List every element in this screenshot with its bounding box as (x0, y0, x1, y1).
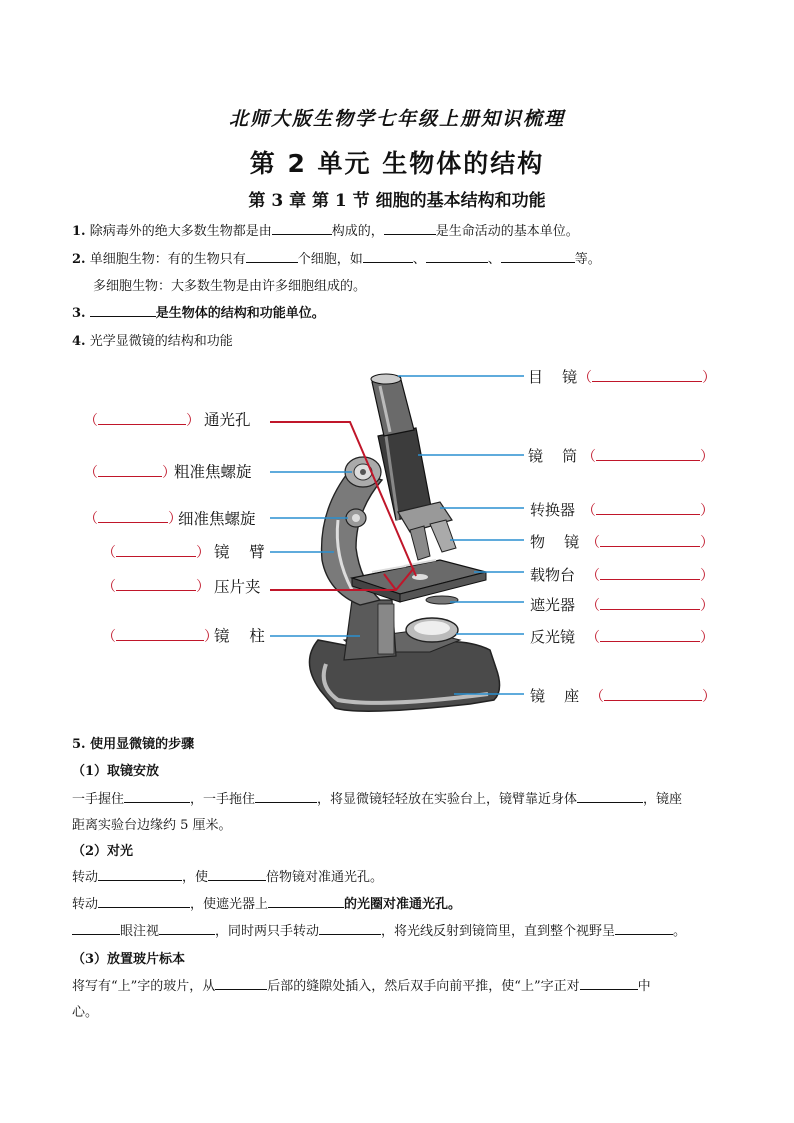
doc-title: 北师大版生物学七年级上册知识梳理 (228, 108, 565, 130)
left-blank-arm[interactable]: （ ） (102, 545, 210, 561)
label-through-hole: 通光孔 (204, 411, 251, 429)
label-eyepiece: 目 镜 (528, 368, 578, 386)
s3l1-b: 后部的缝隙处插入，然后双手向前平推，使“上”字正对 (267, 979, 580, 994)
right-blank-eyepiece[interactable]: （ ） (578, 370, 716, 386)
step-1-title: （1）取镜安放 (72, 764, 160, 779)
q2-text-c: 、 (412, 252, 426, 267)
step-2-line-1 (72, 866, 383, 885)
right-blank-mirror[interactable]: （ ） (586, 630, 714, 646)
s2l2-a: 转动 (72, 897, 99, 912)
diaphragm (426, 596, 458, 604)
s3l1-c: 中 (637, 979, 651, 994)
left-blank-pillar[interactable]: （ ） (102, 629, 218, 645)
s2-blank-6[interactable] (159, 922, 215, 935)
q4-text-a: 光学显微镜的结构和功能 (89, 334, 233, 349)
s2-blank-2[interactable] (208, 868, 266, 881)
label-nosepiece: 转换器 (530, 501, 576, 519)
fine-focus-knob (346, 509, 366, 527)
q1-num: 1. (72, 224, 86, 239)
step-1-line-1 (72, 788, 682, 807)
section-title: 第 3 章 第 1 节 细胞的基本结构和功能 (248, 191, 546, 211)
step-3-line-1 (72, 975, 651, 994)
q4-num: 4. (72, 334, 86, 349)
s1l1-a: 一手握住 (72, 792, 125, 807)
right-blank-objective[interactable]: （ ） (586, 535, 714, 551)
unit-title: 第 2 单元 生物体的结构 (249, 149, 545, 178)
s2l1-c: 倍物镜对准通光孔。 (266, 870, 384, 885)
left-blank-stage-clip[interactable]: （ ） (102, 579, 210, 595)
label-stage-clip: 压片夹 (214, 578, 261, 596)
label-mirror: 反光镜 (530, 628, 576, 646)
s1-blank-2[interactable] (255, 790, 317, 803)
s2l3-b: ，同时两只手转动 (215, 924, 320, 939)
s2l1-a: 转动 (72, 870, 99, 885)
s1-blank-3[interactable] (577, 790, 643, 803)
s2-blank-8[interactable] (615, 922, 673, 935)
label-stage: 载物台 (530, 566, 576, 584)
q2-text-d: 、 (487, 252, 501, 267)
label-coarse-focus: 粗准焦螺旋 (174, 463, 252, 481)
label-base: 镜 座 (530, 687, 580, 705)
s2l3-a: 眼注视 (120, 924, 160, 939)
step-2-line-3 (72, 920, 686, 939)
left-blank-fine-focus[interactable]: （ ） (84, 511, 182, 527)
step-2-title: （2）对光 (72, 844, 134, 859)
q1-text-a: 除病毒外的绝大多数生物都是由 (89, 224, 272, 239)
s3-blank-1[interactable] (215, 977, 267, 990)
microscope-base (309, 630, 499, 711)
q2-num: 2. (72, 252, 86, 267)
q3-text-a: 是生物体的结构和功能单位。 (155, 306, 325, 321)
step-1-line-2: 距离实验台边缘约 5 厘米。 (72, 818, 232, 833)
right-blank-diaphragm[interactable]: （ ） (586, 598, 714, 614)
step-3-line-2: 心。 (72, 1005, 99, 1020)
label-body-tube: 镜 筒 (528, 447, 578, 465)
s3-blank-2[interactable] (580, 977, 638, 990)
q2-text-a: 单细胞生物：有的生物只有 (89, 252, 246, 267)
eyepiece (371, 374, 414, 436)
label-fine-focus: 细准焦螺旋 (178, 510, 256, 528)
left-blank-through-hole[interactable]: （ ） (84, 413, 200, 429)
label-diaphragm: 遮光器 (530, 596, 576, 614)
q2-text-b: 个细胞，如 (297, 252, 363, 267)
q1-text-b: 构成的， (331, 224, 384, 239)
s2-blank-1[interactable] (98, 868, 182, 881)
label-arm: 镜 臂 (214, 543, 265, 561)
label-objective: 物 镜 (530, 533, 580, 551)
q3-num: 3. (72, 306, 86, 321)
s2l2-b: ，使遮光器上 (190, 897, 269, 912)
s2l1-b: ，使 (182, 870, 209, 885)
s2-blank-5[interactable] (72, 922, 120, 935)
s2-blank-3[interactable] (98, 895, 190, 908)
right-blank-stage[interactable]: （ ） (586, 568, 714, 584)
s2-blank-4[interactable] (268, 895, 344, 908)
q2-text-e: 等。 (574, 252, 601, 267)
left-blank-coarse-focus[interactable]: （ ） (84, 465, 176, 481)
s2l3-d: 。 (673, 924, 687, 939)
s1l1-d: ，镜座 (643, 792, 683, 807)
mirror (406, 618, 458, 642)
steps-heading: 5. 使用显微镜的步骤 (72, 737, 195, 752)
s1l1-c: ，将显微镜轻轻放在实验台上，镜臂靠近身体 (317, 792, 578, 807)
s1-blank-1[interactable] (124, 790, 190, 803)
right-blank-base[interactable]: （ ） (590, 689, 716, 705)
s3l1-a: 将写有“上”字的玻片，从 (72, 979, 216, 994)
s2l3-c: ，将光线反射到镜筒里，直到整个视野呈 (381, 924, 616, 939)
microscope-pillar (344, 600, 396, 660)
step-3-title: （3）放置玻片标本 (72, 952, 186, 967)
label-pillar: 镜 柱 (214, 627, 265, 645)
step-2-line-2 (72, 893, 461, 912)
q1-text-c: 是生命活动的基本单位。 (435, 224, 579, 239)
s1l1-b: ，一手拖住 (190, 792, 256, 807)
question-2-line-2: 多细胞生物：大多数生物是由许多细胞组成的。 (93, 279, 367, 294)
s2-blank-7[interactable] (319, 922, 381, 935)
s2l2-c: 的光圈对准通光孔。 (344, 897, 462, 912)
right-blank-body-tube[interactable]: （ ） (582, 449, 714, 465)
right-blank-nosepiece[interactable]: （ ） (582, 503, 714, 519)
